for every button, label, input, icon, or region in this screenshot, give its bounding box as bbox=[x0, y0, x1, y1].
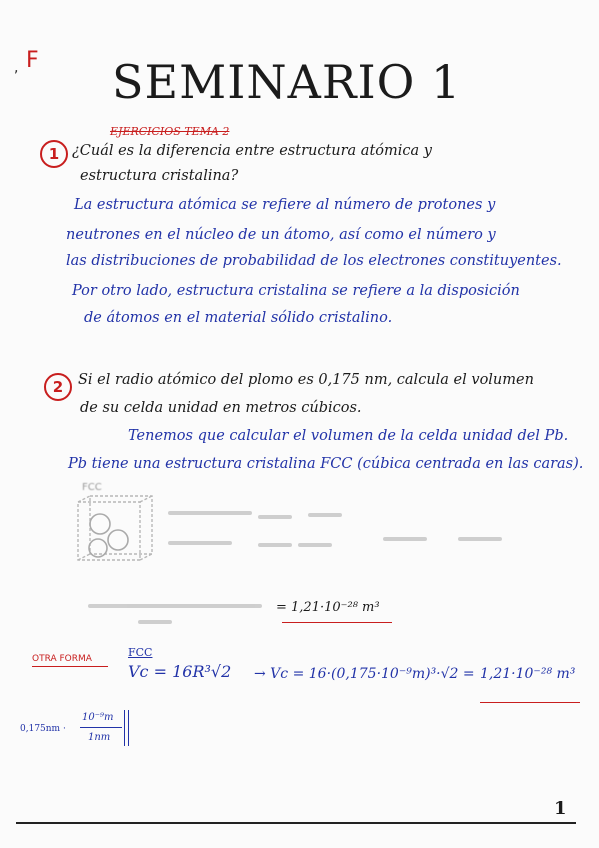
question-1-number: 1 bbox=[40, 140, 68, 168]
fcc-label-2: FCC bbox=[128, 646, 153, 659]
answer-1-line-5: de átomos en el material sólido cristalino. bbox=[84, 310, 393, 326]
formula-fcc-volume: Vc = 16R³√2 bbox=[128, 662, 232, 681]
corner-tick: , bbox=[14, 60, 19, 76]
question-2-number: 2 bbox=[44, 373, 72, 401]
section-heading: EJERCICIOS TEMA 2 bbox=[110, 125, 230, 138]
question-2-line-1: Si el radio atómico del plomo es 0,175 nm, calcula el volumen bbox=[78, 372, 534, 388]
result-1-underline bbox=[282, 622, 392, 623]
faint-calculations bbox=[160, 495, 530, 585]
conversion-bracket bbox=[124, 710, 129, 746]
answer-1-line-4: Por otro lado, estructura cristalina se refiere a la disposición bbox=[72, 283, 520, 299]
conversion-denominator: 1nm bbox=[88, 732, 111, 743]
formula-result-underline bbox=[480, 702, 580, 703]
page-number: 1 bbox=[554, 798, 567, 819]
result-1: = 1,21·10⁻²⁸ m³ bbox=[276, 600, 380, 615]
fcc-cube-sketch bbox=[70, 494, 160, 574]
otra-forma-underline bbox=[32, 666, 108, 667]
answer-1-line-2: neutrones en el núcleo de un átomo, así como el número y bbox=[66, 227, 496, 243]
fcc-sketch-label: FCC bbox=[82, 482, 102, 493]
formula-substitution: → Vc = 16·(0,175·10⁻⁹m)³·√2 = bbox=[254, 666, 475, 682]
page-title: SEMINARIO 1 bbox=[112, 55, 462, 109]
question-2-line-2: de su celda unidad en metros cúbicos. bbox=[80, 400, 362, 416]
bottom-rule bbox=[16, 822, 576, 824]
otra-forma-label: OTRA FORMA bbox=[32, 654, 92, 664]
question-1-line-2: estructura cristalina? bbox=[80, 168, 239, 184]
conversion-value: 0,175nm · bbox=[20, 724, 66, 734]
formula-result: 1,21·10⁻²⁸ m³ bbox=[480, 666, 576, 682]
conversion-numerator: 10⁻⁹m bbox=[82, 712, 114, 723]
answer-2-line-2: Pb tiene una estructura cristalina FCC (cúbica centrada en las caras). bbox=[68, 456, 584, 472]
question-1-line-1: ¿Cuál es la diferencia entre estructura atómica y bbox=[72, 143, 432, 159]
conversion-fraction-bar bbox=[80, 727, 122, 728]
faint-result-calculation bbox=[80, 592, 280, 632]
answer-2-line-1: Tenemos que calcular el volumen de la celda unidad del Pb. bbox=[128, 428, 569, 444]
answer-1-line-3: las distribuciones de probabilidad de los electrones constituyentes. bbox=[66, 253, 562, 269]
corner-mark: F bbox=[26, 48, 39, 73]
answer-1-line-1: La estructura atómica se refiere al número de protones y bbox=[74, 197, 496, 213]
